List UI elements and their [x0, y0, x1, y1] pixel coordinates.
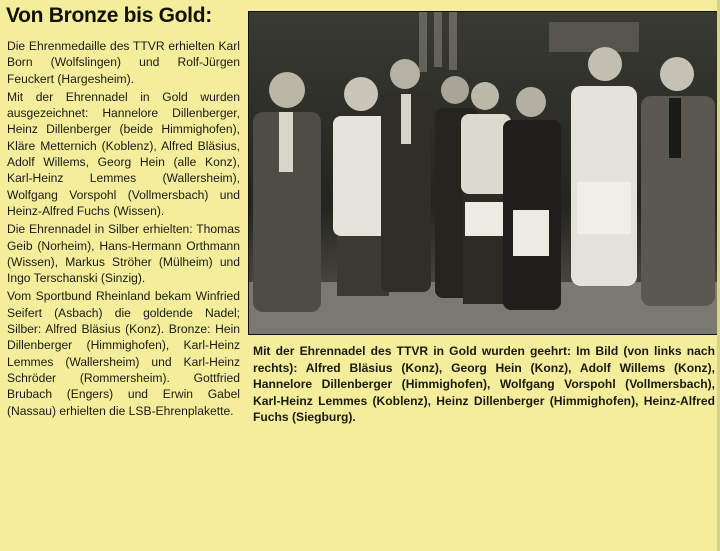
article-headline: Von Bronze bis Gold: — [6, 4, 212, 27]
group-photo-illustration — [249, 12, 717, 334]
paragraph-sportbund: Vom Sportbund Rheinland bekam Winfried Seifert (Asbach) die goldende Nadel; Silber: Alfred Bläsius (Konz). Bronze: Hein Dillenberger (Himmighofen), Karl-Heinz Lemmes (Wallersheim) und Karl-Heinz Schröder (Rommersheim). Gottfried Brubach (Engers) und Erwin Gabel (Nassau) erhielten die LSB-Ehrenplakette. — [7, 289, 240, 418]
paragraph-gold-pin: Mit der Ehrennadel in Gold wurden ausgezeichnet: Hannelore Dillenberger, Heinz Dillenberger (beide Himmighofen), Kläre Metternich (Koblenz), Alfred Bläsius, Adolf Willems, Georg Hein (alle Konz), Karl-Heinz Lemmes (Wallersheim), Wolfgang Vorspohl (Vollmersbach) und Heinz-Alfred Fuchs (Wissen). — [7, 89, 240, 218]
group-photo — [248, 11, 718, 335]
person-3 — [381, 59, 431, 292]
person-6 — [503, 87, 561, 310]
photo-caption: Mit der Ehrennadel des TTVR in Gold wurden geehrt: Im Bild (von links nach rechts): Alfred Bläsius (Konz), Georg Hein (Konz), Adolf Willems (Konz), Hannelore Dillenberger (Himmighofen), Wolfgang Vorspohl (Vollmersbach), Karl-Heinz Lemmes (Koblenz), Heinz Dillenberger (Himmighofen), Heinz-Alfred Fuchs (Siegburg). — [253, 344, 715, 425]
paragraph-medal: Die Ehrenmedaille des TTVR erhielten Karl Born (Wolfslingen) und Rolf-Jürgen Feuckert (Hargesheim). — [7, 39, 240, 86]
article-body — [7, 38, 240, 421]
paragraph-silver-pin: Die Ehrennadel in Silber erhielten: Thomas Geib (Norheim), Hans-Hermann Orthmann (Wissen), Markus Ströher (Mülheim) und Ingo Terschanski (Sinzig). — [7, 222, 240, 286]
